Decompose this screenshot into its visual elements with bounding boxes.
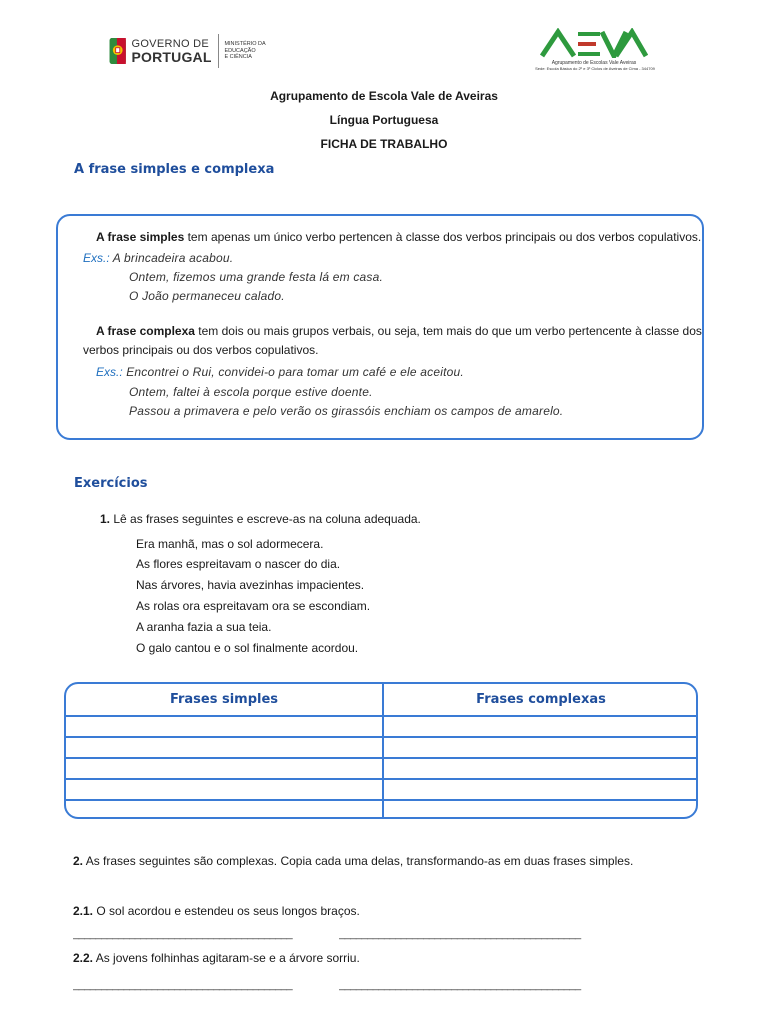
sentence-item: O galo cantou e o sol finalmente acordou. bbox=[136, 641, 359, 655]
sentence-item: Era manhã, mas o sol adormecera. bbox=[136, 537, 324, 551]
simple-example-3: O João permaneceu calado. bbox=[129, 289, 285, 303]
sentence-item: Nas árvores, havia avezinhas impacientes. bbox=[136, 578, 365, 592]
examples-label: Exs.: bbox=[83, 251, 110, 265]
examples-label: Exs.: bbox=[96, 365, 123, 379]
exercise-1-text: Lê as frases seguintes e escreve-as na coluna adequada. bbox=[110, 512, 421, 526]
row-divider bbox=[66, 715, 698, 717]
complex-definition bbox=[96, 324, 702, 338]
answer-line-2-1-a[interactable]: _______________________________________ bbox=[73, 928, 293, 940]
row-divider bbox=[66, 778, 698, 780]
aeva-subtitle: Sede: Escola Básica do 2º e 3º Ciclos de Aveiras de Cima - 344709 bbox=[535, 66, 655, 71]
complex-example-1 bbox=[96, 365, 464, 379]
exercise-1-number: 1. bbox=[100, 512, 111, 526]
row-divider bbox=[66, 799, 698, 801]
row-divider bbox=[66, 757, 698, 759]
gov-ministry-line-1: MINISTÉRIO DA EDUCAÇÃO bbox=[224, 40, 266, 54]
complex-term: A frase complexa bbox=[96, 324, 195, 338]
gov-line-1: GOVERNO DE bbox=[131, 37, 210, 50]
gov-wordmark bbox=[131, 39, 211, 64]
answer-line-2-2-a[interactable]: _______________________________________ bbox=[73, 979, 293, 991]
simple-description: tem apenas um único verbo pertencen à classe dos verbos principais ou dos verbos copulativos. bbox=[184, 230, 702, 244]
exercise-2-1-text: O sol acordou e estendeu os seus longos braços. bbox=[93, 904, 360, 918]
exercise-2-2-number: 2.2. bbox=[73, 951, 94, 965]
simple-term: A frase simples bbox=[96, 230, 185, 244]
exercise-2-1-number: 2.1. bbox=[73, 904, 94, 918]
school-name: Agrupamento de Escola Vale de Aveiras bbox=[270, 89, 498, 103]
governo-portugal-logo bbox=[108, 30, 278, 72]
gov-divider bbox=[218, 34, 219, 68]
section-title: A frase simples e complexa bbox=[74, 162, 275, 177]
simple-example-2: Ontem, fizemos uma grande festa lá em casa. bbox=[129, 270, 384, 284]
sentence-item: As flores espreitavam o nascer do dia. bbox=[136, 557, 341, 571]
exercise-1-instruction bbox=[100, 512, 421, 526]
answer-line-2-1-b[interactable]: ___________________________________________ bbox=[339, 928, 581, 940]
gov-line-2: PORTUGAL bbox=[131, 48, 212, 65]
gov-ministry-line-2: E CIÊNCIA bbox=[224, 54, 252, 61]
subject-name: Língua Portuguesa bbox=[329, 113, 439, 127]
sentence-item: A aranha fazia a sua teia. bbox=[136, 620, 272, 634]
aeva-name: Agrupamento de Escolas Vale Aveiras bbox=[551, 60, 637, 66]
sentence-item: As rolas ora espreitavam ora se escondiam. bbox=[136, 599, 371, 613]
exercise-2-number: 2. bbox=[73, 854, 84, 868]
complex-description-1: tem dois ou mais grupos verbais, ou seja, tem mais do que um verbo pertencente à classe dos bbox=[194, 324, 702, 338]
complex-description-2: verbos principais ou dos verbos copulativos. bbox=[83, 343, 319, 357]
exercise-2-instruction bbox=[73, 854, 633, 868]
column-header-complex: Frases complexas bbox=[476, 692, 606, 707]
aeva-logo bbox=[528, 28, 658, 72]
coat-of-arms-icon bbox=[108, 33, 127, 69]
exercises-title: Exercícios bbox=[74, 476, 148, 491]
complex-example-3: Passou a primavera e pelo verão os girassóis enchiam os campos de amarelo. bbox=[129, 404, 564, 418]
exercise-2-2-text: As jovens folhinhas agitaram-se e a árvore sorriu. bbox=[93, 951, 360, 965]
classification-table bbox=[64, 682, 698, 819]
answer-line-2-2-b[interactable]: ___________________________________________ bbox=[339, 979, 581, 991]
simple-example-1 bbox=[83, 251, 233, 265]
exercise-2-text: As frases seguintes são complexas. Copia cada uma delas, transformando-as em duas frases simples. bbox=[83, 854, 634, 868]
exercise-2-1 bbox=[73, 904, 360, 918]
sheet-title: FICHA DE TRABALHO bbox=[320, 137, 448, 151]
simple-definition bbox=[96, 230, 701, 244]
exercise-2-2 bbox=[73, 951, 360, 965]
column-header-simple: Frases simples bbox=[169, 692, 279, 707]
gov-ministry bbox=[224, 41, 278, 62]
complex-example-1-text: Encontrei o Rui, convidei-o para tomar um café e ele aceitou. bbox=[122, 365, 464, 379]
complex-example-2: Ontem, faltei à escola porque estive doente. bbox=[129, 385, 373, 399]
row-divider bbox=[66, 736, 698, 738]
aeva-mark-icon bbox=[540, 28, 648, 58]
simple-example-1-text: A brincadeira acabou. bbox=[109, 251, 234, 265]
